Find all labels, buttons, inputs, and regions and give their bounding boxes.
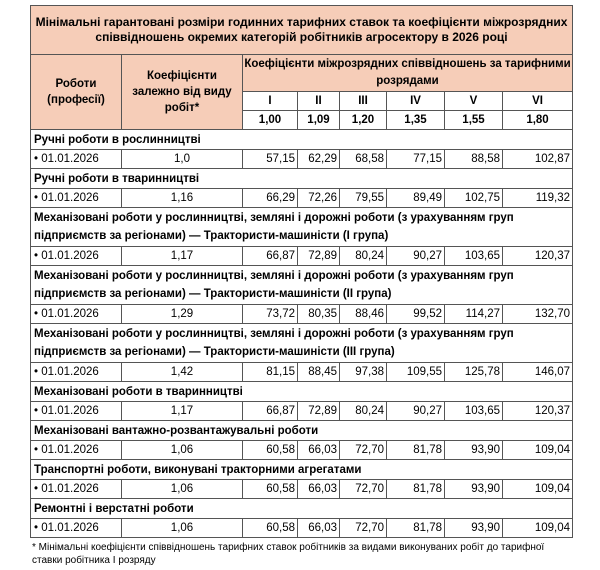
section-title: Механізовані роботи у рослинництві, земляні і дорожні роботи (з урахуванням груп підприємств за регіонами) — Трактористи-машиністи (ІІ група) (31, 266, 573, 305)
grade-header: V (445, 92, 503, 111)
rate-cell: 90,27 (387, 402, 445, 421)
row-coefficient: 1,17 (122, 402, 243, 421)
row-date: • 01.01.2026 (31, 305, 122, 324)
section-title: Механізовані вантажно-розвантажувальні роботи (31, 421, 573, 441)
section-title: Механізовані роботи у рослинництві, земляні і дорожні роботи (з урахуванням груп підприємств за регіонами) — Трактористи-машиністи (І група) (31, 208, 573, 247)
grade-coefficient: 1,55 (445, 111, 503, 130)
table-row (31, 441, 573, 460)
row-date: • 01.01.2026 (31, 441, 122, 460)
rate-cell: 72,89 (298, 247, 340, 266)
grade-header: IV (387, 92, 445, 111)
row-date: • 01.01.2026 (31, 519, 122, 538)
rate-cell: 125,78 (445, 363, 503, 382)
rate-cell: 66,87 (243, 247, 298, 266)
row-coefficient: 1,42 (122, 363, 243, 382)
rate-cell: 81,78 (387, 519, 445, 538)
rate-cell: 103,65 (445, 247, 503, 266)
rate-cell: 72,26 (298, 189, 340, 208)
rate-cell: 93,90 (445, 480, 503, 499)
rate-cell: 109,04 (503, 480, 573, 499)
header-coefficients: Коефіцієнти залежно від виду робіт* (122, 55, 243, 130)
rate-cell: 81,15 (243, 363, 298, 382)
rate-cell: 72,89 (298, 402, 340, 421)
footnote: * Мінімальні коефіцієнти співвідношень тарифних ставок робітників за видами виконуваних робіт до тарифної ставки робітника І розряду (32, 542, 545, 566)
section-header-row (31, 324, 573, 363)
row-date: • 01.01.2026 (31, 247, 122, 266)
section-title: Ремонтні і верстатні роботи (31, 499, 573, 519)
section-title: Механізовані роботи у рослинництві, земляні і дорожні роботи (з урахуванням груп підприємств за регіонами) — Трактористи-машиністи (ІІІ група) (31, 324, 573, 363)
grade-header: I (243, 92, 298, 111)
header-works: Роботи (професії) (31, 55, 122, 130)
grade-header: III (340, 92, 387, 111)
header-grade-group: Коефіцієнти міжрозрядних співвідношень за тарифними розрядами (243, 55, 573, 92)
rate-cell: 62,29 (298, 150, 340, 169)
rate-cell: 132,70 (503, 305, 573, 324)
table-row (31, 480, 573, 499)
rate-cell: 66,03 (298, 480, 340, 499)
row-coefficient: 1,17 (122, 247, 243, 266)
rate-cell: 97,38 (340, 363, 387, 382)
rate-cell: 88,45 (298, 363, 340, 382)
rate-cell: 120,37 (503, 247, 573, 266)
rate-cell: 60,58 (243, 480, 298, 499)
table-row (31, 247, 573, 266)
section-header-row (31, 421, 573, 441)
rate-cell: 79,55 (340, 189, 387, 208)
grade-header: II (298, 92, 340, 111)
row-coefficient: 1,0 (122, 150, 243, 169)
section-title: Ручні роботи в рослинництві (31, 130, 573, 150)
rate-cell: 109,55 (387, 363, 445, 382)
rate-cell: 73,72 (243, 305, 298, 324)
section-header-row (31, 266, 573, 305)
row-date: • 01.01.2026 (31, 480, 122, 499)
rate-cell: 80,24 (340, 402, 387, 421)
row-date: • 01.01.2026 (31, 150, 122, 169)
section-header-row (31, 382, 573, 402)
table-title: Мінімальні гарантовані розміри годинних тарифних ставок та коефіцієнти міжрозрядних співвідношень окремих категорій робітників агросектору в 2026 році (31, 6, 573, 55)
grade-coefficient: 1,35 (387, 111, 445, 130)
row-coefficient: 1,06 (122, 480, 243, 499)
rate-cell: 60,58 (243, 519, 298, 538)
rate-cell: 146,07 (503, 363, 573, 382)
tariff-document (30, 5, 572, 567)
row-date: • 01.01.2026 (31, 363, 122, 382)
section-title: Транспортні роботи, виконувані тракторними агрегатами (31, 460, 573, 480)
rate-cell: 68,58 (340, 150, 387, 169)
grade-coefficient: 1,80 (503, 111, 573, 130)
grade-coefficient: 1,00 (243, 111, 298, 130)
table-row (31, 305, 573, 324)
rate-cell: 119,32 (503, 189, 573, 208)
row-date: • 01.01.2026 (31, 189, 122, 208)
table-row (31, 150, 573, 169)
section-title: Механізовані роботи в тваринництві (31, 382, 573, 402)
rate-cell: 88,58 (445, 150, 503, 169)
rate-cell: 88,46 (340, 305, 387, 324)
rate-cell: 109,04 (503, 519, 573, 538)
rate-cell: 103,65 (445, 402, 503, 421)
rate-cell: 80,24 (340, 247, 387, 266)
rate-cell: 109,04 (503, 441, 573, 460)
rate-cell: 81,78 (387, 441, 445, 460)
rate-cell: 66,03 (298, 519, 340, 538)
grade-coefficient: 1,09 (298, 111, 340, 130)
rate-cell: 66,87 (243, 402, 298, 421)
section-header-row (31, 169, 573, 189)
rate-cell: 72,70 (340, 480, 387, 499)
table-row (31, 402, 573, 421)
rate-cell: 66,03 (298, 441, 340, 460)
table-row (31, 519, 573, 538)
rate-cell: 57,15 (243, 150, 298, 169)
rate-cell: 114,27 (445, 305, 503, 324)
row-coefficient: 1,06 (122, 519, 243, 538)
grade-header: VI (503, 92, 573, 111)
rate-cell: 77,15 (387, 150, 445, 169)
rate-cell: 120,37 (503, 402, 573, 421)
grade-coefficient: 1,20 (340, 111, 387, 130)
row-coefficient: 1,06 (122, 441, 243, 460)
rate-cell: 99,52 (387, 305, 445, 324)
rate-cell: 66,29 (243, 189, 298, 208)
row-date: • 01.01.2026 (31, 402, 122, 421)
table-row (31, 189, 573, 208)
rate-cell: 90,27 (387, 247, 445, 266)
row-coefficient: 1,16 (122, 189, 243, 208)
rate-cell: 72,70 (340, 519, 387, 538)
section-title: Ручні роботи в тваринництві (31, 169, 573, 189)
table-row (31, 363, 573, 382)
rate-cell: 89,49 (387, 189, 445, 208)
rate-cell: 80,35 (298, 305, 340, 324)
rate-cell: 72,70 (340, 441, 387, 460)
section-header-row (31, 208, 573, 247)
rate-cell: 81,78 (387, 480, 445, 499)
rate-cell: 60,58 (243, 441, 298, 460)
rate-cell: 93,90 (445, 441, 503, 460)
section-header-row (31, 130, 573, 150)
rate-cell: 102,75 (445, 189, 503, 208)
rate-cell: 93,90 (445, 519, 503, 538)
rate-cell: 102,87 (503, 150, 573, 169)
section-header-row (31, 460, 573, 480)
tariff-table (30, 5, 573, 538)
row-coefficient: 1,29 (122, 305, 243, 324)
section-header-row (31, 499, 573, 519)
